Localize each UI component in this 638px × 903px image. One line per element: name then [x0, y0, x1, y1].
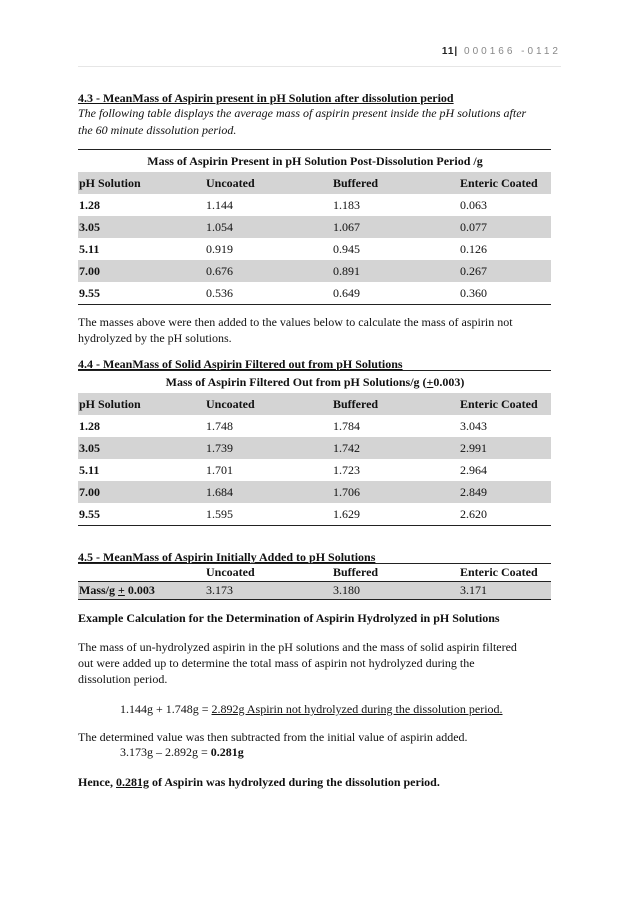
table-cell: 2.849 [459, 481, 551, 503]
table-caption-row [78, 150, 551, 173]
column-header: Uncoated [205, 393, 332, 415]
table-row [78, 437, 551, 459]
table-row [78, 459, 551, 481]
table-cell: 0.077 [459, 216, 551, 238]
table-cell: 2.991 [459, 437, 551, 459]
table-cell: 1.784 [333, 418, 360, 433]
column-header: Enteric Coated [459, 172, 551, 194]
description-line: the 60 minute dissolution period. [78, 123, 237, 137]
table-cell: 1.748 [206, 418, 233, 433]
table-cell: 0.891 [332, 260, 459, 282]
column-header: pH Solution [78, 393, 205, 415]
plus-minus-sign: + [118, 583, 125, 597]
table-row [78, 282, 551, 305]
table-cell: 1.742 [332, 437, 459, 459]
section-4-5-title: 4.5 - MeanMass of Aspirin Initially Added to pH Solutions [78, 550, 376, 564]
column-header: pH Solution [78, 172, 205, 194]
table-cell: 1.684 [205, 481, 332, 503]
document-code: 000166 -0112 [464, 46, 561, 57]
table-row [78, 260, 551, 282]
table-row [78, 582, 551, 600]
column-header: Buffered [332, 564, 459, 582]
table-caption-row [78, 371, 551, 394]
example-title: Example Calculation for the Determination of Aspirin Hydrolyzed in pH Solutions [78, 611, 500, 625]
paragraph-line: The mass of un-hydrolyzed aspirin in the pH solutions and the mass of solid aspirin filtered [78, 640, 517, 654]
table-row [78, 216, 551, 238]
description-line: The following table displays the average mass of aspirin present inside the pH solutions after [78, 106, 527, 120]
table-cell: 1.701 [206, 462, 233, 477]
page-header [442, 46, 561, 57]
header-separator: | [454, 46, 459, 57]
table-cell: 0.919 [206, 241, 233, 256]
note-paragraph [78, 314, 513, 346]
table-cell: 3.171 [459, 582, 551, 600]
column-header: Enteric Coated [459, 564, 551, 582]
table-cell: 1.28 [79, 418, 100, 433]
table-cell: 0.267 [459, 260, 551, 282]
table-cell: 0.063 [460, 197, 487, 212]
paragraph-line: dissolution period. [78, 672, 168, 686]
table-cell: 7.00 [78, 481, 205, 503]
table-cell: 3.05 [78, 437, 205, 459]
table-row [78, 238, 551, 260]
table-cell: 1.054 [205, 216, 332, 238]
column-header: Uncoated [205, 172, 332, 194]
table-cell: 0.676 [205, 260, 332, 282]
table-cell: 0.360 [459, 282, 551, 305]
equation-expression: 3.173g – 2.892g = [120, 745, 211, 759]
subtraction-paragraph: The determined value was then subtracted from the initial value of aspirin added. [78, 730, 468, 744]
equation-result: 2.892g Aspirin not hydrolyzed during the dissolution period. [211, 702, 503, 716]
table-aspirin-filtered [78, 370, 551, 526]
table-row [78, 194, 551, 216]
note-line: hydrolyzed by the pH solutions. [78, 331, 232, 345]
table-cell: 1.183 [333, 197, 360, 212]
table-cell: 1.629 [332, 503, 459, 526]
table-row [78, 481, 551, 503]
row-label-text: Mass/g [79, 583, 118, 597]
table-cell: 1.144 [206, 197, 233, 212]
table-cell: 7.00 [78, 260, 205, 282]
table-cell: 9.55 [78, 503, 205, 526]
header-rule [78, 66, 561, 67]
plus-minus-sign: + [426, 374, 434, 389]
table-cell: 5.11 [79, 462, 100, 477]
table-aspirin-initial [78, 563, 551, 600]
table-header-row [78, 393, 551, 415]
table-cell: 2.620 [459, 503, 551, 526]
table-row [78, 415, 551, 437]
column-header: Buffered [332, 172, 459, 194]
table-cell: 3.173 [205, 582, 332, 600]
caption-text: 0.003) [433, 374, 465, 389]
table-caption [78, 371, 551, 394]
section-4-4-title: 4.4 - MeanMass of Solid Aspirin Filtered out from pH Solutions [78, 357, 403, 371]
table-cell: 1.706 [332, 481, 459, 503]
column-header: Uncoated [205, 564, 332, 582]
table-cell: 1.595 [205, 503, 332, 526]
conclusion-text: Hence, [78, 775, 116, 789]
conclusion [78, 775, 440, 790]
table-header-row [78, 172, 551, 194]
paragraph-line: out were added up to determine the total mass of aspirin not hydrolyzed during the [78, 656, 475, 670]
example-paragraph [78, 639, 558, 687]
column-header: Buffered [332, 393, 459, 415]
equation-2 [120, 745, 244, 760]
table-cell: 0.945 [333, 241, 360, 256]
table-cell: 2.964 [460, 462, 487, 477]
section-4-3-description [78, 105, 558, 139]
caption-text: Mass of Aspirin Filtered Out from pH Solutions/g ( [165, 374, 427, 389]
table-cell: 1.739 [205, 437, 332, 459]
table-caption: Mass of Aspirin Present in pH Solution Post-Dissolution Period /g [78, 150, 551, 173]
conclusion-value: 0.281g [116, 775, 149, 789]
equation-result: 0.281g [210, 745, 244, 759]
table-cell: 0.536 [205, 282, 332, 305]
equation-1 [120, 702, 503, 717]
equation-expression: 1.144g + 1.748g = [120, 702, 212, 716]
row-label-text: 0.003 [124, 583, 155, 597]
page-number: 11 [441, 46, 455, 57]
table-cell: 1.067 [332, 216, 459, 238]
table-cell: 1.723 [333, 462, 360, 477]
column-header [78, 564, 205, 582]
table-header-row [78, 564, 551, 582]
table-aspirin-present [78, 149, 551, 305]
table-cell: 3.05 [78, 216, 205, 238]
table-row [78, 503, 551, 526]
row-label [78, 582, 205, 600]
table-cell: 0.649 [332, 282, 459, 305]
table-cell: 1.28 [79, 197, 100, 212]
table-cell: 5.11 [79, 241, 100, 256]
column-header: Enteric Coated [459, 393, 551, 415]
table-cell: 3.043 [460, 418, 487, 433]
conclusion-text: of Aspirin was hydrolyzed during the dissolution period. [149, 775, 440, 789]
table-cell: 3.180 [332, 582, 459, 600]
table-cell: 9.55 [78, 282, 205, 305]
section-4-3-title: 4.3 - MeanMass of Aspirin present in pH Solution after dissolution period [78, 91, 454, 105]
note-line: The masses above were then added to the values below to calculate the mass of aspirin not [78, 315, 513, 329]
table-cell: 0.126 [460, 241, 487, 256]
